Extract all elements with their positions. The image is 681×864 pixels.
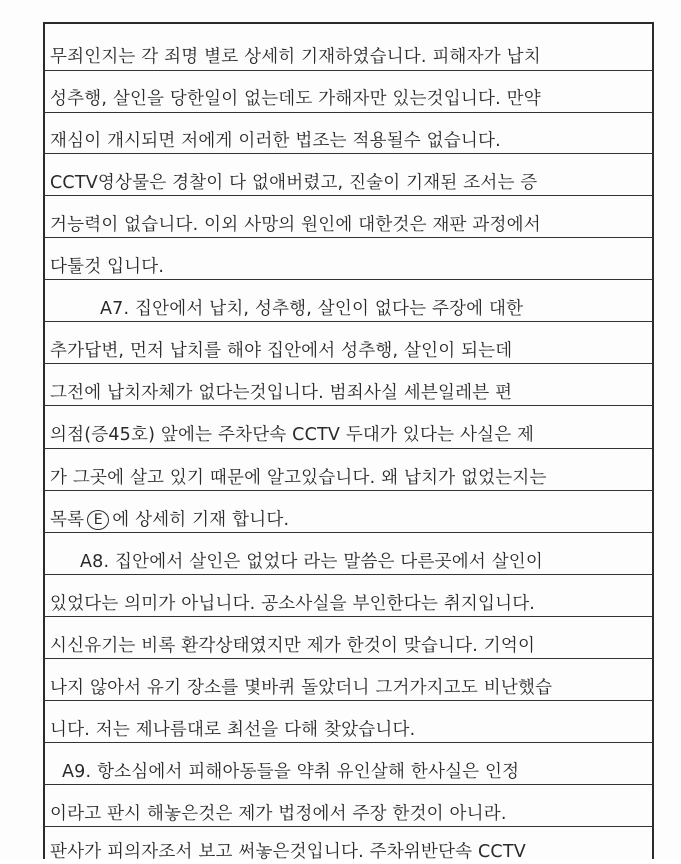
text-line-8: 추가답변, 먼저 납치를 해야 집안에서 성추행, 살인이 되는데	[50, 341, 513, 361]
text-line-17: 니다. 저는 제나름대로 최선을 다해 찾았습니다.	[50, 720, 416, 740]
text-line-12	[50, 508, 648, 532]
text-line-6: 다툴것 입니다.	[50, 257, 165, 277]
ruled-line	[43, 826, 654, 827]
ruled-line	[43, 742, 654, 743]
ruled-line	[43, 112, 654, 113]
text-line-13: A8. 집안에서 살인은 없었다 라는 말씀은 다른곳에서 살인이	[80, 552, 544, 572]
text-line-9: 그전에 납치자체가 없다는것입니다. 범죄사실 세븐일레븐 편	[50, 383, 513, 403]
text-line-4: CCTV영상물은 경찰이 다 없애버렸고, 진술이 기재된 조서는 증	[50, 173, 538, 193]
ruled-line	[43, 658, 654, 659]
circled-letter: E	[87, 510, 109, 530]
ruled-line	[43, 784, 654, 785]
ruled-line	[43, 237, 654, 238]
text-line-5: 거능력이 없습니다. 이외 사망의 원인에 대한것은 재판 과정에서	[50, 215, 541, 235]
ruled-line	[43, 153, 654, 154]
text-line-7: A7. 집안에서 납치, 성추행, 살인이 없다는 주장에 대한	[100, 299, 524, 319]
ruled-line	[43, 321, 654, 322]
text-line-2: 성추행, 살인을 당한일이 없는데도 가해자만 있는것입니다. 만약	[50, 89, 541, 109]
text-line-16: 나지 않아서 유기 장소를 몇바퀴 돌았더니 그거가지고도 비난했습	[50, 678, 553, 698]
ruled-line	[43, 363, 654, 364]
ruled-line	[43, 532, 654, 533]
ruled-line	[43, 195, 654, 196]
text-line-18: A9. 항소심에서 피해아동들을 약취 유인살해 한사실은 인정	[62, 762, 520, 782]
text-line-20: 판사가 피의자조서 보고 써놓은것입니다. 주차위반단속 CCTV	[50, 842, 526, 862]
page-border-right	[652, 22, 654, 859]
ruled-line	[43, 574, 654, 575]
list-label: 목록	[50, 510, 85, 530]
ruled-line	[43, 279, 654, 280]
page-border-left	[43, 22, 45, 859]
ruled-line	[43, 405, 654, 406]
ruled-line	[43, 490, 654, 491]
text-line-15: 시신유기는 비록 환각상태였지만 제가 한것이 맞습니다. 기억이	[50, 636, 536, 656]
ruled-line	[43, 700, 654, 701]
text-line-11: 가 그곳에 살고 있기 때문에 알고있습니다. 왜 납치가 없었는지는	[50, 468, 547, 488]
ruled-line	[43, 70, 654, 71]
ruled-line	[43, 448, 654, 449]
text-line-10: 의점(증45호) 앞에는 주차단속 CCTV 두대가 있다는 사실은 제	[50, 425, 535, 445]
list-suffix: 에 상세히 기재 합니다.	[112, 510, 290, 530]
ruled-line	[43, 616, 654, 617]
text-line-3: 재심이 개시되면 저에게 이러한 법조는 적용될수 없습니다.	[50, 131, 501, 151]
text-line-14: 있었다는 의미가 아닙니다. 공소사실을 부인한다는 취지입니다.	[50, 594, 536, 614]
page-border-top	[43, 22, 654, 24]
text-line-1: 무죄인지는 각 죄명 별로 상세히 기재하였습니다. 피해자가 납치	[50, 47, 541, 67]
text-line-19: 이라고 판시 해놓은것은 제가 법정에서 주장 한것이 아니라.	[50, 804, 507, 824]
